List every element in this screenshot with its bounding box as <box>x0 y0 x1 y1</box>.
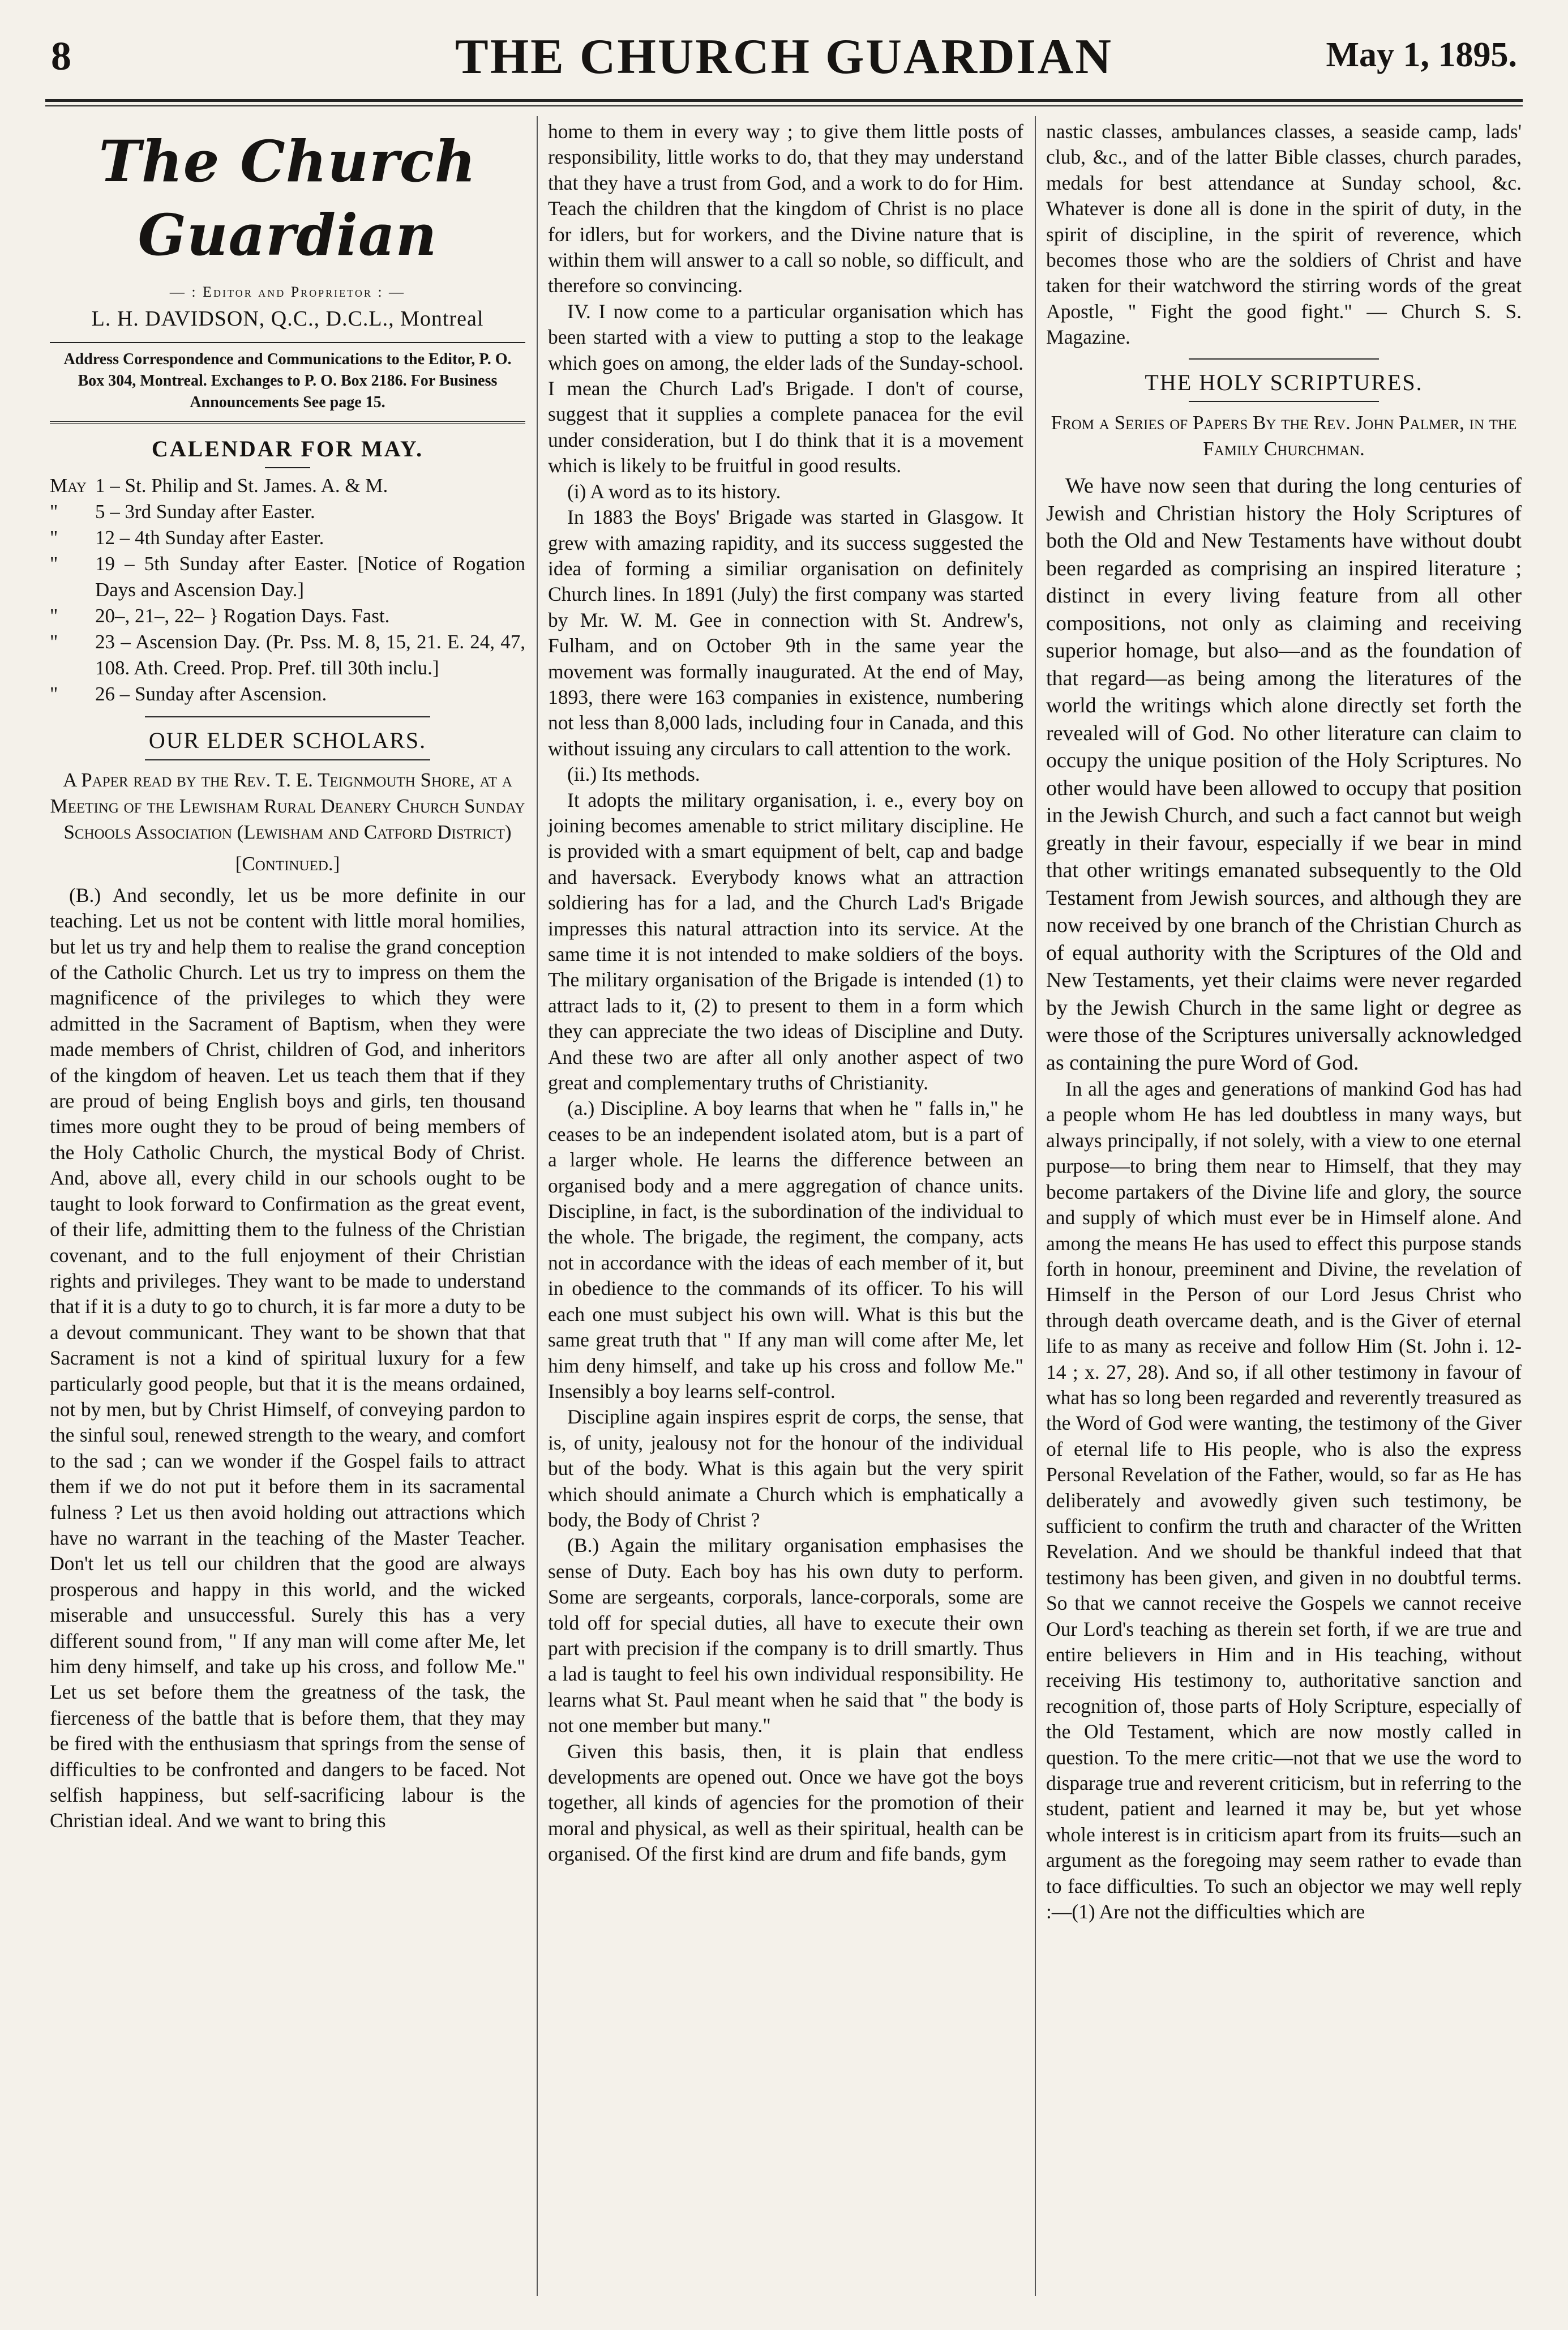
scriptures-heading: THE HOLY SCRIPTURES. <box>1145 369 1423 395</box>
article-subheading: (i) A word as to its history. <box>567 480 781 503</box>
header-rule-thin <box>45 105 1523 106</box>
article-paragraph: (B.) And secondly, let us be more definite in our teaching. Let us not be content with little moral homilies, but let us try and help them to realise the grand conception of the Catholic Church. Let us try to impress on them the magnificence of the privileges to which they were admitted in the Sacrament of Baptism, when they were made members of Christ, children of God, and inheritors of the kingdom of heaven. Let us teach them that if they are proud of being English boys and girls, ten thousand times more ought they to be proud of being members of the Holy Catholic Church, the mystical Body of Christ. And, above all, every child in our schools ought to be taught to look forward to Confirmation as the great event, of their life, admitting them to the fulness of the Christian covenant, and to the full enjoyment of their Christian rights and privileges. They want to be made to understand that if it is a duty to go to church, it is far more a duty to be a devout communicant. They want to be shown that that Sacrament is not a kind of spiritual luxury for a few particularly good people, but that it is the means ordained, not by men, but by Christ Himself, of conveying pardon to the sinful soul, renewed strength to the weary, and comfort to the sad ; can we wonder if the Gospel fails to attract them if we do not put it before them in its sacramental fulness ? Let us then avoid holding out attractions which have no warrant in the teaching of the Master Teacher. Don't let us tell our children that the good are always prosperous and happy in this world, and the wicked miserable and unsuccessful. Surely this has a very different sound from, " If any man will come after Me, let him deny himself, and take up his cross, and follow Me." Let us set before them the greatness of the task, the fierceness of the battle that is before them, that they may be fired with the enthusiasm that springs from the sense of difficulties to be confronted and dangers to be faced. Not selfish happiness, but self-sacrificing labour is the Christian ideal. And we want to bring this <box>50 883 525 1832</box>
page-number: 8 <box>51 33 71 79</box>
article-paragraph: (B.) Again the military organisation emphasises the sense of Duty. Each boy has his own duty to perform. Some are sergeants, corporals, lance-corporals, some are told off for special duties, all have to execute their own part with precision if the company is to drill smartly. Thus a lad is taught to feel his own individual responsibility. He learns what St. Paul meant when he said that " the body is not one member but many." <box>548 1534 1023 1737</box>
column-divider <box>1035 116 1036 2296</box>
article-subheading: (ii.) Its methods. <box>567 763 700 786</box>
calendar-row: " 12 – 4th Sunday after Easter. <box>50 527 324 549</box>
column-divider <box>537 116 538 2296</box>
issue-date: May 1, 1895. <box>1326 36 1517 74</box>
calendar-row: " 26 – Sunday after Ascension. <box>50 683 327 706</box>
column-2 <box>548 119 1023 1867</box>
article-paragraph: nastic classes, ambulances classes, a seaside camp, lads' club, &c., and of the latter Bible classes, church parades, medals for best attendance at Sunday school, &c. Whatever is done all is done in the spirit of duty, in the spirit of discipline, in the spirit of reverence, which becomes those who are the soldiers of Christ and have taken for their watchword the stirring words of the great Apostle, " Fight the good fight." — Church S. S. Magazine. <box>1046 120 1522 349</box>
divider <box>1189 358 1379 360</box>
article-paragraph: It adopts the military organisation, i. e., every boy on joining becomes amenable to strict military discipline. He is provided with a smart equipment of belt, cap and badge and haversack. Everybody knows what an attraction soldiering has for a lad, and the Church Lad's Brigade impresses this natural attraction into its service. At the same time it is not intended to make soldiers of the boys. The military organisation of the Brigade is intended (1) to attract lads to it, (2) to present to them in a form which they can appreciate the two ideas of Discipline and Duty. And these two are after all only another aspect of two great and complementary truths of Christianity. <box>548 788 1023 1095</box>
column-3 <box>1046 119 1522 1925</box>
article-paragraph: Discipline again inspires esprit de corps, the sense, that is, of unity, jealousy not for the honour of the individual but of the body. What is this again but the very spirit which should animate a Church which is emphatically a body, the Body of Christ ? <box>548 1405 1023 1531</box>
divider <box>145 759 430 760</box>
calendar-heading: CALENDAR FOR MAY. <box>151 436 424 461</box>
short-rule <box>265 467 310 468</box>
divider <box>145 716 430 717</box>
continued-note: [Continued.] <box>235 852 340 875</box>
running-title: THE CHURCH GUARDIAN <box>455 29 1113 84</box>
scholars-heading: OUR ELDER SCHOLARS. <box>148 728 427 754</box>
calendar-row: " 19 – 5th Sunday after Easter. [Notice of Rogation Days and Ascension Day.] <box>50 553 525 601</box>
address-notice: Address Correspondence and Communications to the Editor, P. O. Box 304, Montreal. Exchanges to P. O. Box 2186. For Business Announcements See page 15. <box>63 350 512 411</box>
column-1 <box>50 119 525 1834</box>
masthead-title: The Church Guardian <box>98 128 477 268</box>
article-paragraph: Given this basis, then, it is plain that endless developments are opened out. Once we have got the boys together, all kinds of agencies for the promotion of their moral and physical, as well as their spiritual, health can be organised. Of the first kind are drum and fife bands, gym <box>548 1739 1023 1866</box>
article-paragraph: We have now seen that during the long centuries of Jewish and Christian history the Holy Scriptures of both the Old and New Testaments have without doubt been regarded as comprising an inspired literature ; distinct in every living feature from all other compositions, not only as claiming and receiving superior homage, but also—and as the foundation of that regard—as being among the literatures of the world the writings which alone directly set forth the revealed will of God. No other literature can claim to occupy the unique position of the Holy Scriptures. No other would have been allowed to occupy that position in the Jewish Church, and such a fact cannot but weigh greatly in their favour, especially if we bear in mind that other writings emanated subsequently to the Old Testament from Jewish sources, and although they are now received by one branch of the Christian Church as of equal authority with the Scriptures of the Old and New Testaments, yet their claims were never regarded by the Jewish Church in the same light or degree as were those of the Scriptures universally acknowledged as containing the pure Word of God. <box>1046 474 1522 1075</box>
calendar-row: " 20–, 21–, 22– } Rogation Days. Fast. <box>50 605 390 627</box>
double-divider <box>50 421 525 426</box>
calendar-row: May 1 – St. Philip and St. James. A. & M. <box>50 474 388 497</box>
article-paragraph: In all the ages and generations of mankind God has had a people whom He has led doubtless in many ways, but always principally, if not solely, with a view to one eternal purpose—to bring them near to Himself, that they may become partakers of the Divine life and glory, the source and supply of which must ever be in Himself alone. And among the means He has used to effect this purpose stands forth in honour, preeminent and Divine, the revelation of Himself in the Person of our Lord Jesus Christ who through death overcame death, and is the Giver of eternal life to as many as receive and follow Him (St. John i. 12-14 ; x. 27, 28). And so, if all other testimony in favour of what has so long been regarded and reverently treasured as the Word of God were wanting, the testimony of the Giver of eternal life to His people, who is also the express Personal Revelation of the Father, would, so far as He has deliberately and avowedly given such testimony, be sufficient to confirm the truth and character of the Written Revelation. And we should be thankful indeed that that testimony has been given, and given in no doubtful terms. So that we cannot receive the Gospels we cannot receive Our Lord's teaching as therein set forth, if we are true and entire believers in Him and in His teaching, without receiving His testimony to, authoritative sanction and recognition of, those parts of Holy Scripture, especially of the Old Testament, which are now mostly called in question. To the mere critic—not that we use the word to disparage true and reverent criticism, but in referring to the student, patient and learned it may be, but yet whose whole interest is in criticism apart from its fruits—such an argument as the foregoing may seem rather to evade than to face difficulties. To such an objector we may well reply :—(1) Are not the difficulties which are <box>1046 1078 1522 1923</box>
editor-label: — : Editor and Proprietor : — <box>169 284 406 300</box>
scholars-byline: A Paper read by the Rev. T. E. Teignmouth Shore, at a Meeting of the Lewisham Rural Deanery Church Sunday Schools Association (Lewisham and Catford District) <box>50 768 525 843</box>
article-paragraph: In 1883 the Boys' Brigade was started in Glasgow. It grew with amazing rapidity, and its success suggested the idea of forming a similiar organisation on definitely Church lines. In 1891 (July) the first company was started by Mr. W. M. Gee in connection with St. Andrew's, Fulham, and on October 9th in the same year the movement was formally inaugurated. At the end of May, 1893, there were 163 companies in existence, numbering not less than 8,000 lads, including four in Canada, and this without issuing any circulars to call attention to the work. <box>548 506 1023 760</box>
header-rule <box>45 99 1523 102</box>
divider <box>50 342 525 343</box>
editor-name: L. H. DAVIDSON, Q.C., D.C.L., Montreal <box>91 307 484 331</box>
calendar-row: " 5 – 3rd Sunday after Easter. <box>50 501 315 523</box>
running-head <box>45 23 1523 102</box>
article-paragraph: IV. I now come to a particular organisation which has been started with a view to putting a stop to the leakage which goes on among, the elder lads of the Sunday-school. I mean the Church Lad's Brigade. I don't of course, suggest that it supplies a complete panacea for the evil under consideration, but I do think that it is a movement which is likely to be fruitful in good results. <box>548 300 1023 477</box>
divider <box>1189 401 1379 402</box>
scriptures-byline: From a Series of Papers By the Rev. John Palmer, in the Family Churchman. <box>1051 412 1517 460</box>
article-paragraph: (a.) Discipline. A boy learns that when he " falls in," he ceases to be an independent isolated atom, but is a part of a larger whole. He learns the difference between an organised body and a mere aggregation of chance units. Discipline, in fact, is the subordination of the individual to the whole. The brigade, the regiment, the company, acts not in accordance with the ideas of each member of it, but in obedience to the commands of its officer. To his will each one must subject his own will. What is this but the same great truth that " If any man will come after Me, let him deny himself, and take up his cross and follow Me." Insensibly a boy learns self-control. <box>548 1097 1023 1403</box>
calendar-row: " 23 – Ascension Day. (Pr. Pss. M. 8, 15, 21. E. 24, 47, 108. Ath. Creed. Prop. Pref. till 30th inclu.] <box>50 631 525 679</box>
calendar-list <box>50 473 525 707</box>
article-paragraph: home to them in every way ; to give them little posts of responsibility, little works to do, that they may understand that they have a trust from God, and a work to do for Him. Teach the children that the kingdom of Christ is no place for idlers, but for workers, and the Divine nature that is within them will answer to a call so noble, so difficult, and therefore so convincing. <box>548 120 1023 297</box>
